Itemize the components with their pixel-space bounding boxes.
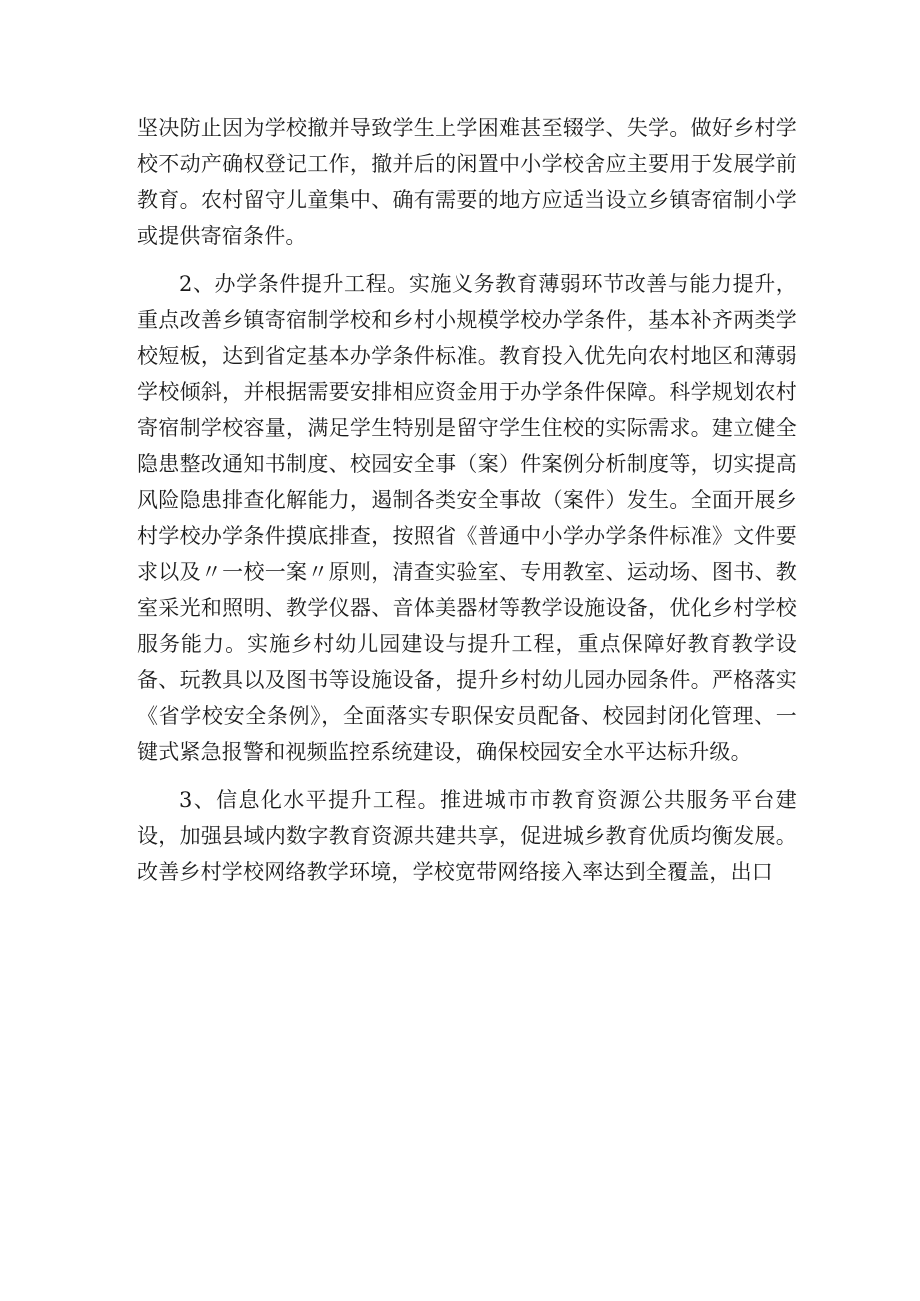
paragraph-continued: 坚决防止因为学校撤并导致学生上学困难甚至辍学、失学。做好乡村学校不动产确权登记工作，撤并后的闲置中小学校舍应主要用于发展学前教育。农村留守儿童集中、确有需要的地方应适当设立乡镇寄宿制小学或提供寄宿条件。 bbox=[137, 116, 797, 248]
paragraph-2-school-conditions: 2、办学条件提升工程。实施义务教育薄弱环节改善与能力提升，重点改善乡镇寄宿制学校和乡村小规模学校办学条件，基本补齐两类学校短板，达到省定基本办学条件标准。教育投入优先向农村地区和薄弱学校倾斜，并根据需要安排相应资金用于办学条件保障。科学规划农村寄宿制学校容量，满足学生特别是留守学生住校的实际需求。建立健全隐患整改通知书制度、校园安全事（案）件案例分析制度等，切实提高风险隐患排查化解能力，遏制各类安全事故（案件）发生。全面开展乡村学校办学条件摸底排查，按照省《普通中小学办学条件标准》文件要求以及〃一校一案〃原则，清查实验室、专用教室、运动场、图书、教室采光和照明、教学仪器、音体美器材等教学设施设备，优化乡村学校服务能力。实施乡村幼儿园建设与提升工程，重点保障好教育教学设备、玩教具以及图书等设施设备，提升乡村幼儿园办园条件。严格落实《省学校安全条例》，全面落实专职保安员配备、校园封闭化管理、一键式紧急报警和视频监控系统建设，确保校园安全水平达标升级。 bbox=[137, 272, 797, 764]
document-body bbox=[137, 110, 797, 890]
paragraph-3-informatization: 3、信息化水平提升工程。推进城市市教育资源公共服务平台建设，加强县域内数字教育资源共建共享，促进城乡教育优质均衡发展。改善乡村学校网络教学环境，学校宽带网络接入率达到全覆盖，出口 bbox=[137, 788, 797, 884]
